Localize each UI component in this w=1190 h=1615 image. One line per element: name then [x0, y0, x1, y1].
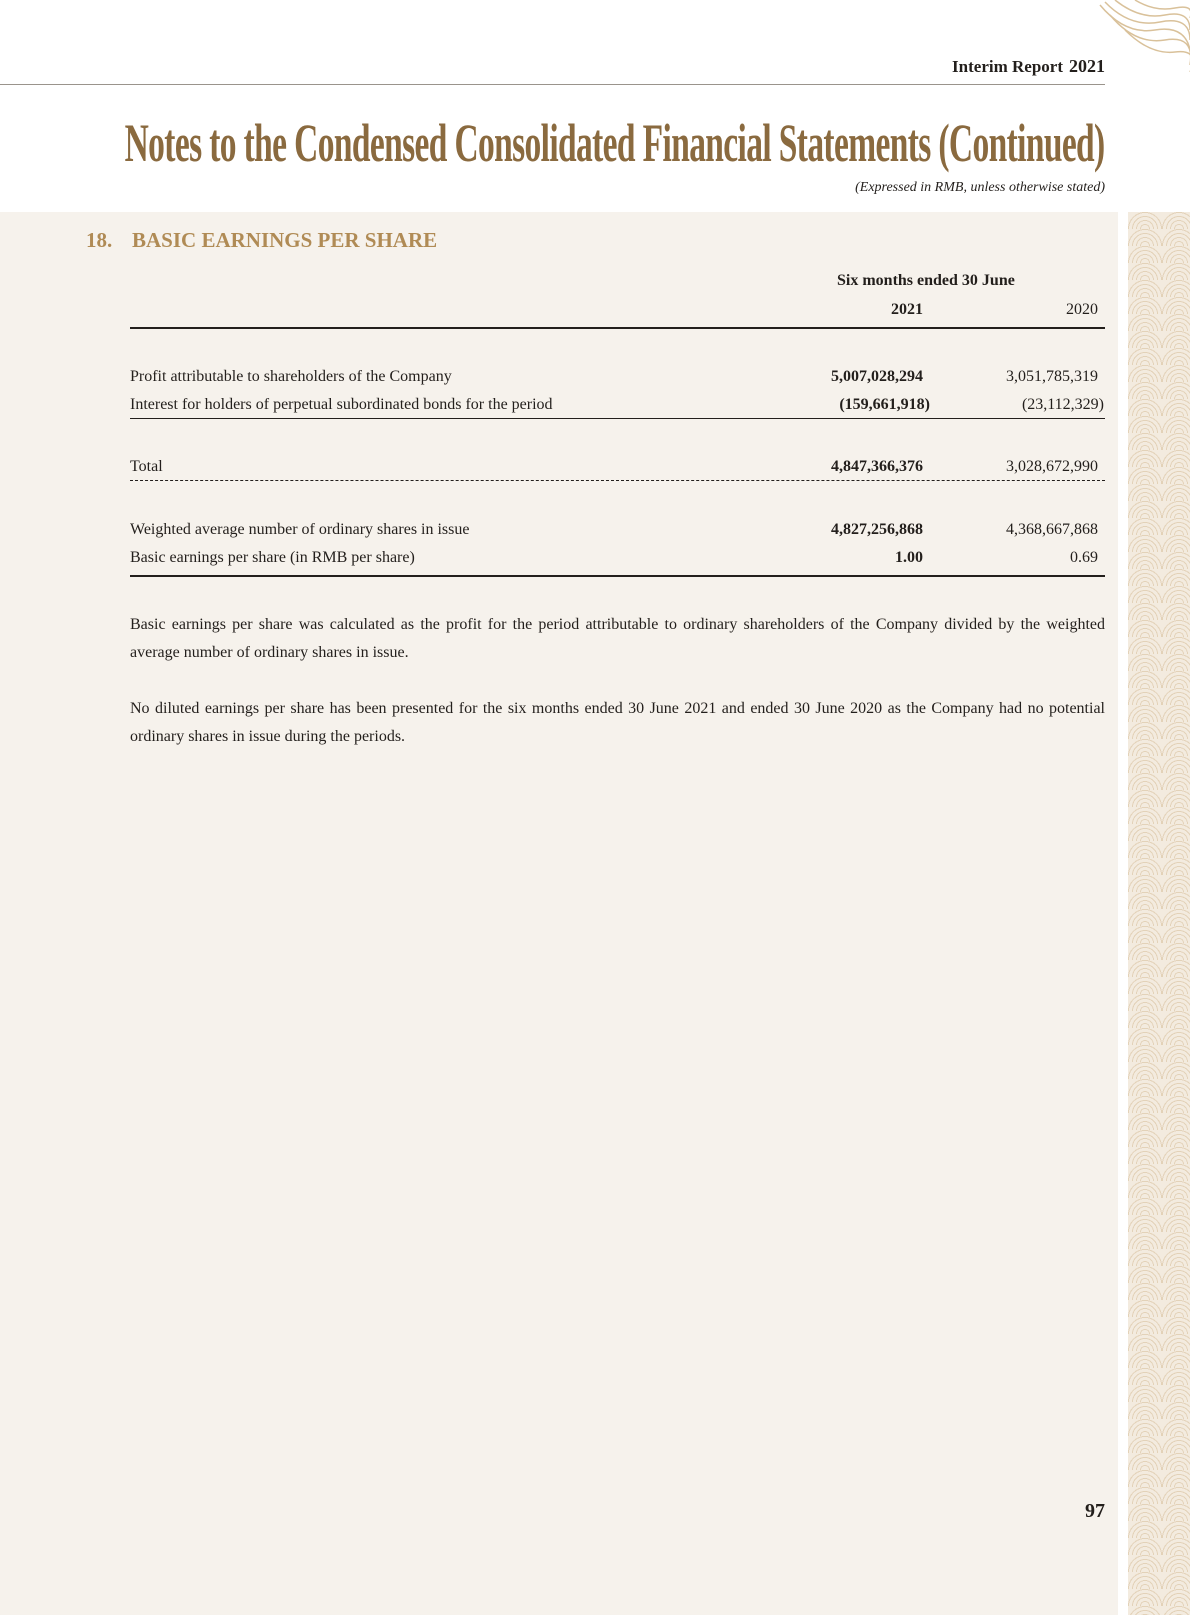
closing-rule — [130, 575, 1105, 577]
column-header-2020: 2020 — [1066, 301, 1098, 318]
section-title: BASIC EARNINGS PER SHARE — [132, 228, 438, 252]
report-header — [952, 56, 1105, 77]
value-2020: 0.69 — [1070, 549, 1098, 566]
paragraph-basic-eps: Basic earnings per share was calculated as the profit for the period attributable to ordinary shareholders of the Company divided by the weighted average number of ordinary shares in issue. — [130, 616, 1105, 661]
row-label: Weighted average number of ordinary shares in issue — [130, 521, 470, 538]
value-2020: 4,368,667,868 — [1006, 521, 1098, 538]
report-name: Interim Report — [952, 57, 1063, 76]
subtotal-rule — [130, 418, 1105, 419]
total-dashed-rule — [130, 480, 1105, 481]
header-rule — [130, 327, 1105, 329]
column-header-2021: 2021 — [891, 301, 923, 318]
paragraph-diluted-eps: No diluted earnings per share has been presented for the six months ended 30 June 2021 and ended 30 June 2020 as the Company had no potential ordinary shares in issue during the periods. — [130, 700, 1105, 745]
value-2020: (23,112,329) — [1021, 396, 1104, 413]
section-number: 18. — [86, 228, 113, 252]
header-divider — [0, 84, 1105, 85]
value-2021: 1.00 — [895, 549, 923, 566]
period-header: Six months ended 30 June — [837, 272, 1015, 289]
section-heading — [86, 228, 437, 253]
currency-note: (Expressed in RMB, unless otherwise stated) — [855, 180, 1105, 195]
value-2020: 3,028,672,990 — [1006, 458, 1098, 475]
value-2021: 4,847,366,376 — [831, 458, 923, 475]
row-label: Profit attributable to shareholders of the Company — [130, 368, 452, 385]
page-title: Notes to the Condensed Consolidated Financial Statements (Continued) — [125, 113, 1105, 173]
page-number: 97 — [1085, 1500, 1105, 1522]
decorative-wave-pattern — [1128, 212, 1190, 1615]
page-background — [0, 212, 1118, 1615]
value-2021: 4,827,256,868 — [831, 521, 923, 538]
decorative-wave-icon — [1095, 0, 1190, 75]
row-label: Basic earnings per share (in RMB per share) — [130, 549, 415, 566]
value-2021: 5,007,028,294 — [831, 368, 923, 385]
value-2021: (159,661,918) — [839, 396, 930, 413]
report-year: 2021 — [1069, 56, 1105, 76]
value-2020: 3,051,785,319 — [1006, 368, 1098, 385]
row-label: Total — [130, 458, 163, 475]
row-label: Interest for holders of perpetual subordinated bonds for the period — [130, 396, 553, 413]
